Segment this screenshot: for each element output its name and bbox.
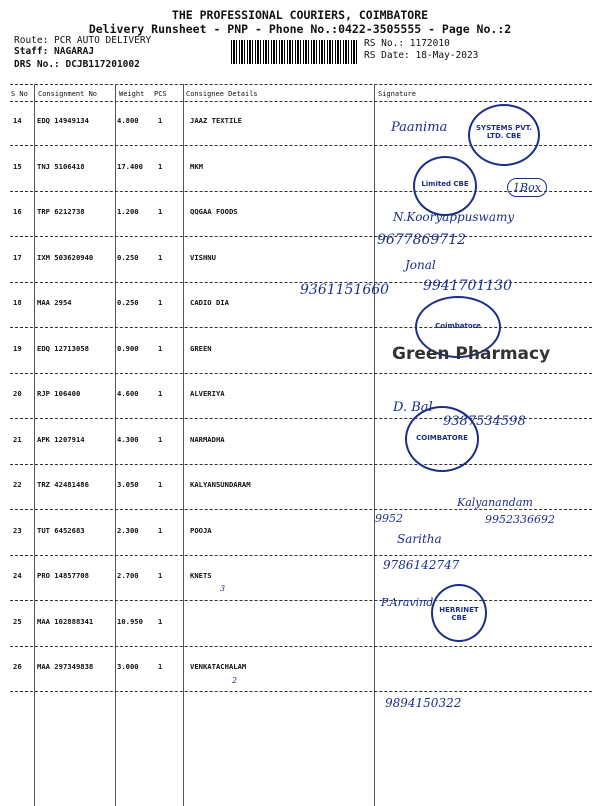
header-top-divider — [10, 84, 592, 85]
drs-number: DRS No.: DCJB117201002 — [14, 59, 140, 70]
company-stamp: COIMBATORE — [405, 406, 479, 472]
cell-consignment: APK 1207914 — [37, 434, 85, 444]
staff-label: Staff: NAGARAJ — [14, 46, 95, 57]
cell-weight: 0.250 — [117, 252, 139, 262]
cell-weight: 4.600 — [117, 389, 139, 398]
cell-consignment: EDQ 14949134 — [37, 116, 89, 125]
signature-row-17: Jonal — [405, 258, 436, 272]
handwritten-mark: 3 — [220, 584, 226, 593]
cell-consignment: PRO 14857708 — [37, 571, 89, 580]
cell-pcs: 1 — [158, 434, 163, 444]
rs-date: RS Date: 18-May-2023 — [364, 50, 479, 61]
cell-pcs: 1 — [158, 480, 163, 489]
company-stamp: Limited CBE — [413, 156, 477, 216]
cell-sno: 21 — [13, 434, 22, 444]
signature-row-14: Paanima — [391, 120, 448, 135]
cell-consignment: TRP 6212738 — [37, 207, 85, 216]
route-label: Route: PCR AUTO DELIVERY — [14, 35, 152, 46]
cell-consignment: TNJ 5106418 — [37, 161, 85, 171]
cell-consignee: QQGAA FOODS — [190, 207, 238, 216]
company-stamp: HERRINET CBE — [431, 584, 487, 642]
runsheet-subtitle: Delivery Runsheet - PNP - Phone No.:0422-3505555 - Page No.:2 — [88, 22, 512, 36]
cell-weight: 2.300 — [117, 525, 139, 535]
barcode-image — [231, 40, 359, 64]
cell-weight: 2.700 — [117, 571, 139, 580]
handwritten-mark: 2 — [232, 676, 238, 685]
col-header-pcs: PCS — [154, 90, 167, 98]
signature-row-24: P.Aravind — [381, 596, 434, 609]
cell-consignee: VENKATACHALAM — [190, 662, 247, 671]
cell-pcs: 1 — [158, 389, 163, 398]
cell-consignment: TUT 6452683 — [37, 525, 85, 535]
signature-row-16: N.Kooryappuswamy — [393, 210, 515, 224]
signature-row-20: D. Bal — [393, 400, 433, 415]
cell-sno: 18 — [13, 298, 22, 307]
cell-consignee: GREEN — [190, 343, 212, 353]
cell-consignee: ALVERIYA — [190, 389, 225, 398]
signature-row-23: Saritha — [397, 532, 442, 546]
green-pharmacy-stamp: Green Pharmacy — [392, 344, 551, 364]
cell-consignee: MKM — [190, 161, 203, 171]
phone-row-20: 9387534598 — [443, 414, 526, 429]
col-header-signature: Signature — [378, 90, 416, 98]
cell-weight: 4.800 — [117, 116, 139, 125]
cell-sno: 23 — [13, 525, 22, 535]
cell-consignee: CADIO DIA — [190, 298, 229, 307]
handwritten-note: 1Box — [507, 178, 547, 197]
phone-row-22-b: 9952336692 — [485, 513, 555, 526]
cell-sno: 16 — [13, 207, 22, 216]
cell-pcs: 1 — [158, 616, 163, 626]
company-stamp: Coimbatore — [415, 296, 501, 358]
signature-row-22: Kalyanandam — [457, 496, 533, 509]
cell-sno: 14 — [13, 116, 22, 125]
cell-sno: 24 — [13, 571, 22, 580]
cell-consignee: POOJA — [190, 525, 212, 535]
cell-consignment: EDQ 12713058 — [37, 343, 89, 353]
cell-weight: 3.050 — [117, 480, 139, 489]
cell-consignee: KALYANSUNDARAM — [190, 480, 251, 489]
cell-consignment: MAA 102888341 — [37, 616, 94, 626]
cell-weight: 1.200 — [117, 207, 139, 216]
cell-consignment: RJP 106400 — [37, 389, 81, 398]
phone-row-17-a: 9361151660 — [300, 282, 390, 298]
cell-pcs: 1 — [158, 525, 163, 535]
cell-sno: 20 — [13, 389, 22, 398]
cell-pcs: 1 — [158, 662, 163, 671]
rs-number: RS No.: 1172010 — [364, 38, 450, 49]
cell-consignment: IXM 503620940 — [37, 252, 94, 262]
cell-consignee: KNETS — [190, 571, 212, 580]
cell-weight: 3.000 — [117, 662, 139, 671]
cell-weight: 17.400 — [117, 161, 143, 171]
cell-consignment: MAA 297349838 — [37, 662, 94, 671]
cell-consignment: TRZ 42481486 — [37, 480, 89, 489]
phone-row-22-a: 9952 — [375, 512, 403, 525]
col-header-sno: S No — [11, 90, 28, 98]
cell-weight: 10.950 — [117, 616, 143, 626]
phone-row-23: 9786142747 — [383, 558, 460, 572]
cell-sno: 22 — [13, 480, 22, 489]
cell-consignment: MAA 2954 — [37, 298, 72, 307]
company-stamp: SYSTEMS PVT. LTD. CBE — [468, 104, 540, 166]
cell-sno: 17 — [13, 252, 22, 262]
cell-sno: 26 — [13, 662, 22, 671]
cell-pcs: 1 — [158, 207, 163, 216]
cell-sno: 25 — [13, 616, 22, 626]
cell-sno: 19 — [13, 343, 22, 353]
cell-pcs: 1 — [158, 161, 163, 171]
cell-consignee: JAAZ TEXTILE — [190, 116, 242, 125]
cell-consignee: NARMADHA — [190, 434, 225, 444]
cell-sno: 15 — [13, 161, 22, 171]
cell-pcs: 1 — [158, 252, 163, 262]
cell-pcs: 1 — [158, 343, 163, 353]
phone-row-16: 9677869712 — [377, 232, 467, 248]
cell-weight: 4.300 — [117, 434, 139, 444]
runsheet-title: THE PROFESSIONAL COURIERS, COIMBATORE — [171, 8, 429, 22]
cell-weight: 0.250 — [117, 298, 139, 307]
cell-pcs: 1 — [158, 571, 163, 580]
cell-pcs: 1 — [158, 116, 163, 125]
col-header-consignee: Consignee Details — [186, 90, 258, 98]
cell-weight: 0.900 — [117, 343, 139, 353]
phone-row-26: 9894150322 — [385, 696, 462, 710]
col-header-consignment: Consignment No — [38, 90, 98, 98]
cell-pcs: 1 — [158, 298, 163, 307]
phone-row-17-b: 9941701130 — [423, 278, 513, 294]
col-header-weight: Weight — [119, 90, 145, 98]
cell-consignee: VISHNU — [190, 252, 216, 262]
